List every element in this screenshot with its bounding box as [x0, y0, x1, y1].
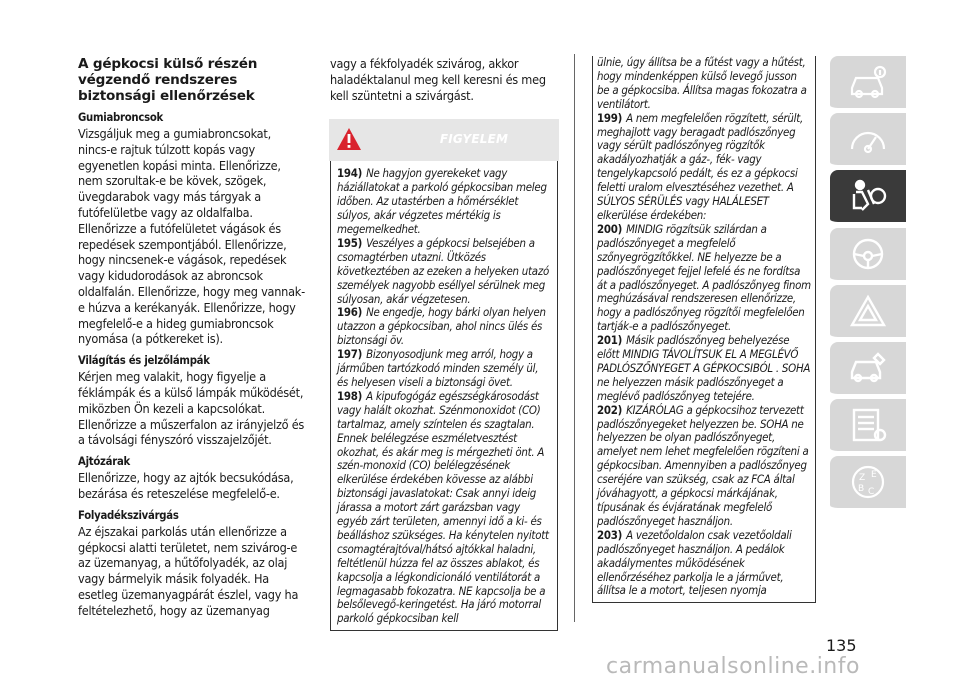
item-number: 197)	[337, 347, 363, 362]
text-lights: Kérjen meg valakit, hogy figyelje a féklámpák és a külső lámpák működését, miközben Ön kezeli a kapcsolókat. Ellenőrizze a műszerfalon az irányjelző és a távolsági fényszóró visszajelzőjét.	[78, 369, 305, 448]
page-number: 135	[826, 636, 857, 655]
index-icon	[848, 464, 888, 500]
item-text: Ne hagyjon gyerekeket vagy háziállatokat a parkoló gépkocsiban meleg időben. Az utastérben a hőmérséklet súlyos, akár végzetes mértékig is megemelkedhet.	[337, 166, 547, 237]
tab-technical-data[interactable]	[830, 399, 906, 456]
warning-item	[337, 390, 551, 626]
intro-text: vagy a fékfolyadék szivárog, akkor haladéktalanul meg kell keresni és meg kell szüntetni a szivárgást.	[330, 56, 546, 103]
column-1	[78, 56, 306, 619]
item-text: A vezetőoldalon csak vezetőoldali padlószőnyeget használjon. A pedálok akadálymentes működésének ellenőrzéséhez parkolja le a járművet, állítsa le a motort, teljesen nyomja	[597, 527, 792, 598]
tab-emergency[interactable]	[830, 285, 906, 342]
item-number: 201)	[597, 333, 623, 348]
item-text: A nem megfelelően rögzített, sérült, meghajlott vagy beragadt padlószőnyeg vagy sérült padlószőnyeg rögzítők akadályozhatják a gáz-, fék- vagy tengelykapcsoló pedált, és ez a gépkocsi feletti uralom elvesztéséhez vezethet. A SÚLYOS SÉRÜLÉS vagy HALÁLESET elkerülése érdekében:	[597, 110, 803, 222]
item-number: 195)	[337, 235, 363, 250]
safety-airbag-icon	[848, 178, 888, 214]
item-number: 196)	[337, 305, 363, 320]
tab-index[interactable]	[830, 456, 906, 513]
dashboard-icon	[848, 121, 888, 157]
text-door-locks: Ellenőrizze, hogy az ajtók becsukódása, bezárása és reteszelése megfelelő-e.	[78, 470, 294, 501]
item-text: Ne engedje, hogy bárki olyan helyen utazzon a gépkocsiban, ahol nincs ülés és biztonsági öv.	[337, 305, 546, 348]
item-number: 202)	[597, 402, 623, 417]
chapter-tabs	[830, 56, 906, 514]
tab-driving[interactable]	[830, 228, 906, 285]
warning-header	[329, 119, 559, 161]
technical-data-icon	[848, 407, 888, 443]
car-info-icon	[848, 64, 888, 100]
item-number: 203)	[597, 527, 623, 542]
item-number: 194)	[337, 166, 363, 181]
warning-item	[597, 334, 811, 404]
item-number: 199)	[597, 110, 623, 125]
section-title: A gépkocsi külső részén végzendő rendszeres biztonsági ellenőrzések	[78, 56, 258, 104]
warning-continuation	[592, 56, 816, 603]
heading-tyres: Gumiabroncsok	[78, 110, 164, 124]
item-text: KIZÁRÓLAG a gépkocsihoz tervezett padlószőnyegeket helyezzen be. SOHA ne helyezzen be olyan padlószőnyeget, amelyet nem lehet megfelelően rögzíteni a gépkocsiban. Amennyiben a padlószőnyeg cseréjére van szükség, csak az FCA által jóváhagyott, a gépkocsi márkájának, típusának és évjáratának megfelelő padlószőnyeget használjon.	[597, 402, 809, 528]
item-text: A kipufogógáz egészségkárosodást vagy halált okozhat. Szénmonoxidot (CO) tartalmaz, amely színtelen és szagtalan. Ennek belélegzése eszméletvesztést okozhat, és akár meg is mérgezheti önt. A szén-monoxid (CO) belélegzésének elkerülése érdekében kövesse az alábbi biztonsági javaslatokat: Csak annyi ideig járassa a motort zárt garázsban vagy egyéb zárt területen, amennyi idő a ki- és beálláshoz szükséges. Ha kénytelen nyitott csomagtérajtóval/hátsó ajtókkal haladni, feltétlenül húzza fel az összes ablakot, és kapcsolja a légkondicionáló ventilátorát a legmagasabb fokozatra. NE kapcsolja be a belsőlevegő-keringetést. Ha járó motorral parkoló gépkocsiban kell	[337, 388, 549, 626]
heading-door-locks: Ajtózárak	[78, 454, 130, 469]
item-text: Másik padlószőnyeg behelyezése előtt MINDIG TÁVOLÍTSUK EL A MEGLÉVŐ PADLÓSZŐNYEGET A GÉPKOCSIBÓL . SOHA ne helyezzen másik padlószőnyeget a meglévő padlószőnyeg tetejére.	[597, 333, 811, 403]
warning-triangle-icon	[848, 293, 888, 329]
svg-text:B: B	[858, 484, 865, 495]
svg-text:E: E	[871, 470, 877, 481]
warning-label: FIGYELEM	[439, 132, 509, 147]
text-fluid-leaks: Az éjszakai parkolás után ellenőrizze a gépkocsi alatti területet, nem szivárog-e az üzemanyag, a hűtőfolyadék, az olaj vagy bármelyik másik folyadék. Ha esetleg üzemanyagpárát észlel, vagy ha feltételezhető, hogy az üzemanyag	[78, 523, 299, 618]
column-divider	[574, 54, 575, 622]
warning-item	[337, 306, 551, 348]
item-text: Bizonyosodjunk meg arról, hogy a járműben tartózkodó minden személy ül, és helyesen viseli a biztonsági övet.	[337, 347, 539, 389]
warning-item	[337, 167, 551, 237]
warning-triangle-icon	[336, 126, 362, 152]
item-number: 198)	[337, 388, 363, 403]
column-2	[330, 56, 558, 631]
steering-wheel-icon	[848, 236, 888, 272]
heading-fluid-leaks: Folyadékszivárgás	[78, 507, 179, 522]
item-number: 200)	[597, 221, 623, 236]
warning-body	[330, 161, 558, 631]
warning-item	[597, 529, 811, 599]
svg-text:C: C	[868, 487, 875, 498]
maintenance-icon	[848, 350, 888, 386]
watermark: carmanualsonline.info	[606, 654, 860, 679]
warning-item	[597, 112, 811, 223]
tab-car-info[interactable]	[830, 56, 906, 113]
text-tyres: Vizsgáljuk meg a gumiabroncsokat, nincs-e rajtuk túlzott kopás vagy egyenetlen kopási minta. Ellenőrizze, nem szorultak-e be kövek, szögek, üvegdarabok vagy más tárgyak a futófelületbe vagy az oldalfalba. Ellenőrizze a futófelületet vágások és repedések szempontjából. Ellenőrizze, hogy nincsenek-e vágások, repedések vagy kidudorodások az abroncsok oldalfalán. Ellenőrizze, hogy meg vannak-e húzva a kerékanyák. Ellenőrizze, hogy megfelelő-e a hideg gumiabroncsok nyomása (a pótkereket is).	[78, 126, 305, 347]
tab-maintenance[interactable]	[830, 342, 906, 399]
warning-box	[330, 119, 558, 631]
tab-safety[interactable]	[830, 170, 906, 227]
item-text: Veszélyes a gépkocsi belsejében a csomagtérben utazni. Ütközés következtében az ezeken a helyeken utazó személyek nagyobb eséllyel sérülnek meg súlyosan, akár végzetesen.	[337, 235, 549, 306]
item-text: MINDIG rögzítsük szilárdan a padlószőnyeget a megfelelő szőnyegrögzítőkkel. NE helyezze be a padlószőnyeget fejjel lefelé és ne fordítsa át a padlószőnyeget. A padlószőnyeg finom meghúzásával rendszeresen ellenőrizze, hogy a padlószőnyeg rögzítői megfelelően tartják-e a padlószőnyeget.	[597, 221, 811, 334]
warning-item	[597, 223, 811, 334]
continuation-text: ülnie, úgy állítsa be a fűtést vagy a hűtést, hogy mindenképpen külső levegő jusson be a gépkocsiba. Állítsa magas fokozatra a ventilátort.	[597, 55, 807, 111]
heading-lights: Világítás és jelzőlámpák	[78, 353, 210, 368]
tab-dashboard[interactable]	[830, 113, 906, 170]
warning-item	[337, 348, 551, 390]
column-3	[592, 56, 816, 603]
svg-text:Z: Z	[859, 473, 866, 484]
warning-item	[597, 404, 811, 529]
warning-item	[337, 237, 551, 307]
